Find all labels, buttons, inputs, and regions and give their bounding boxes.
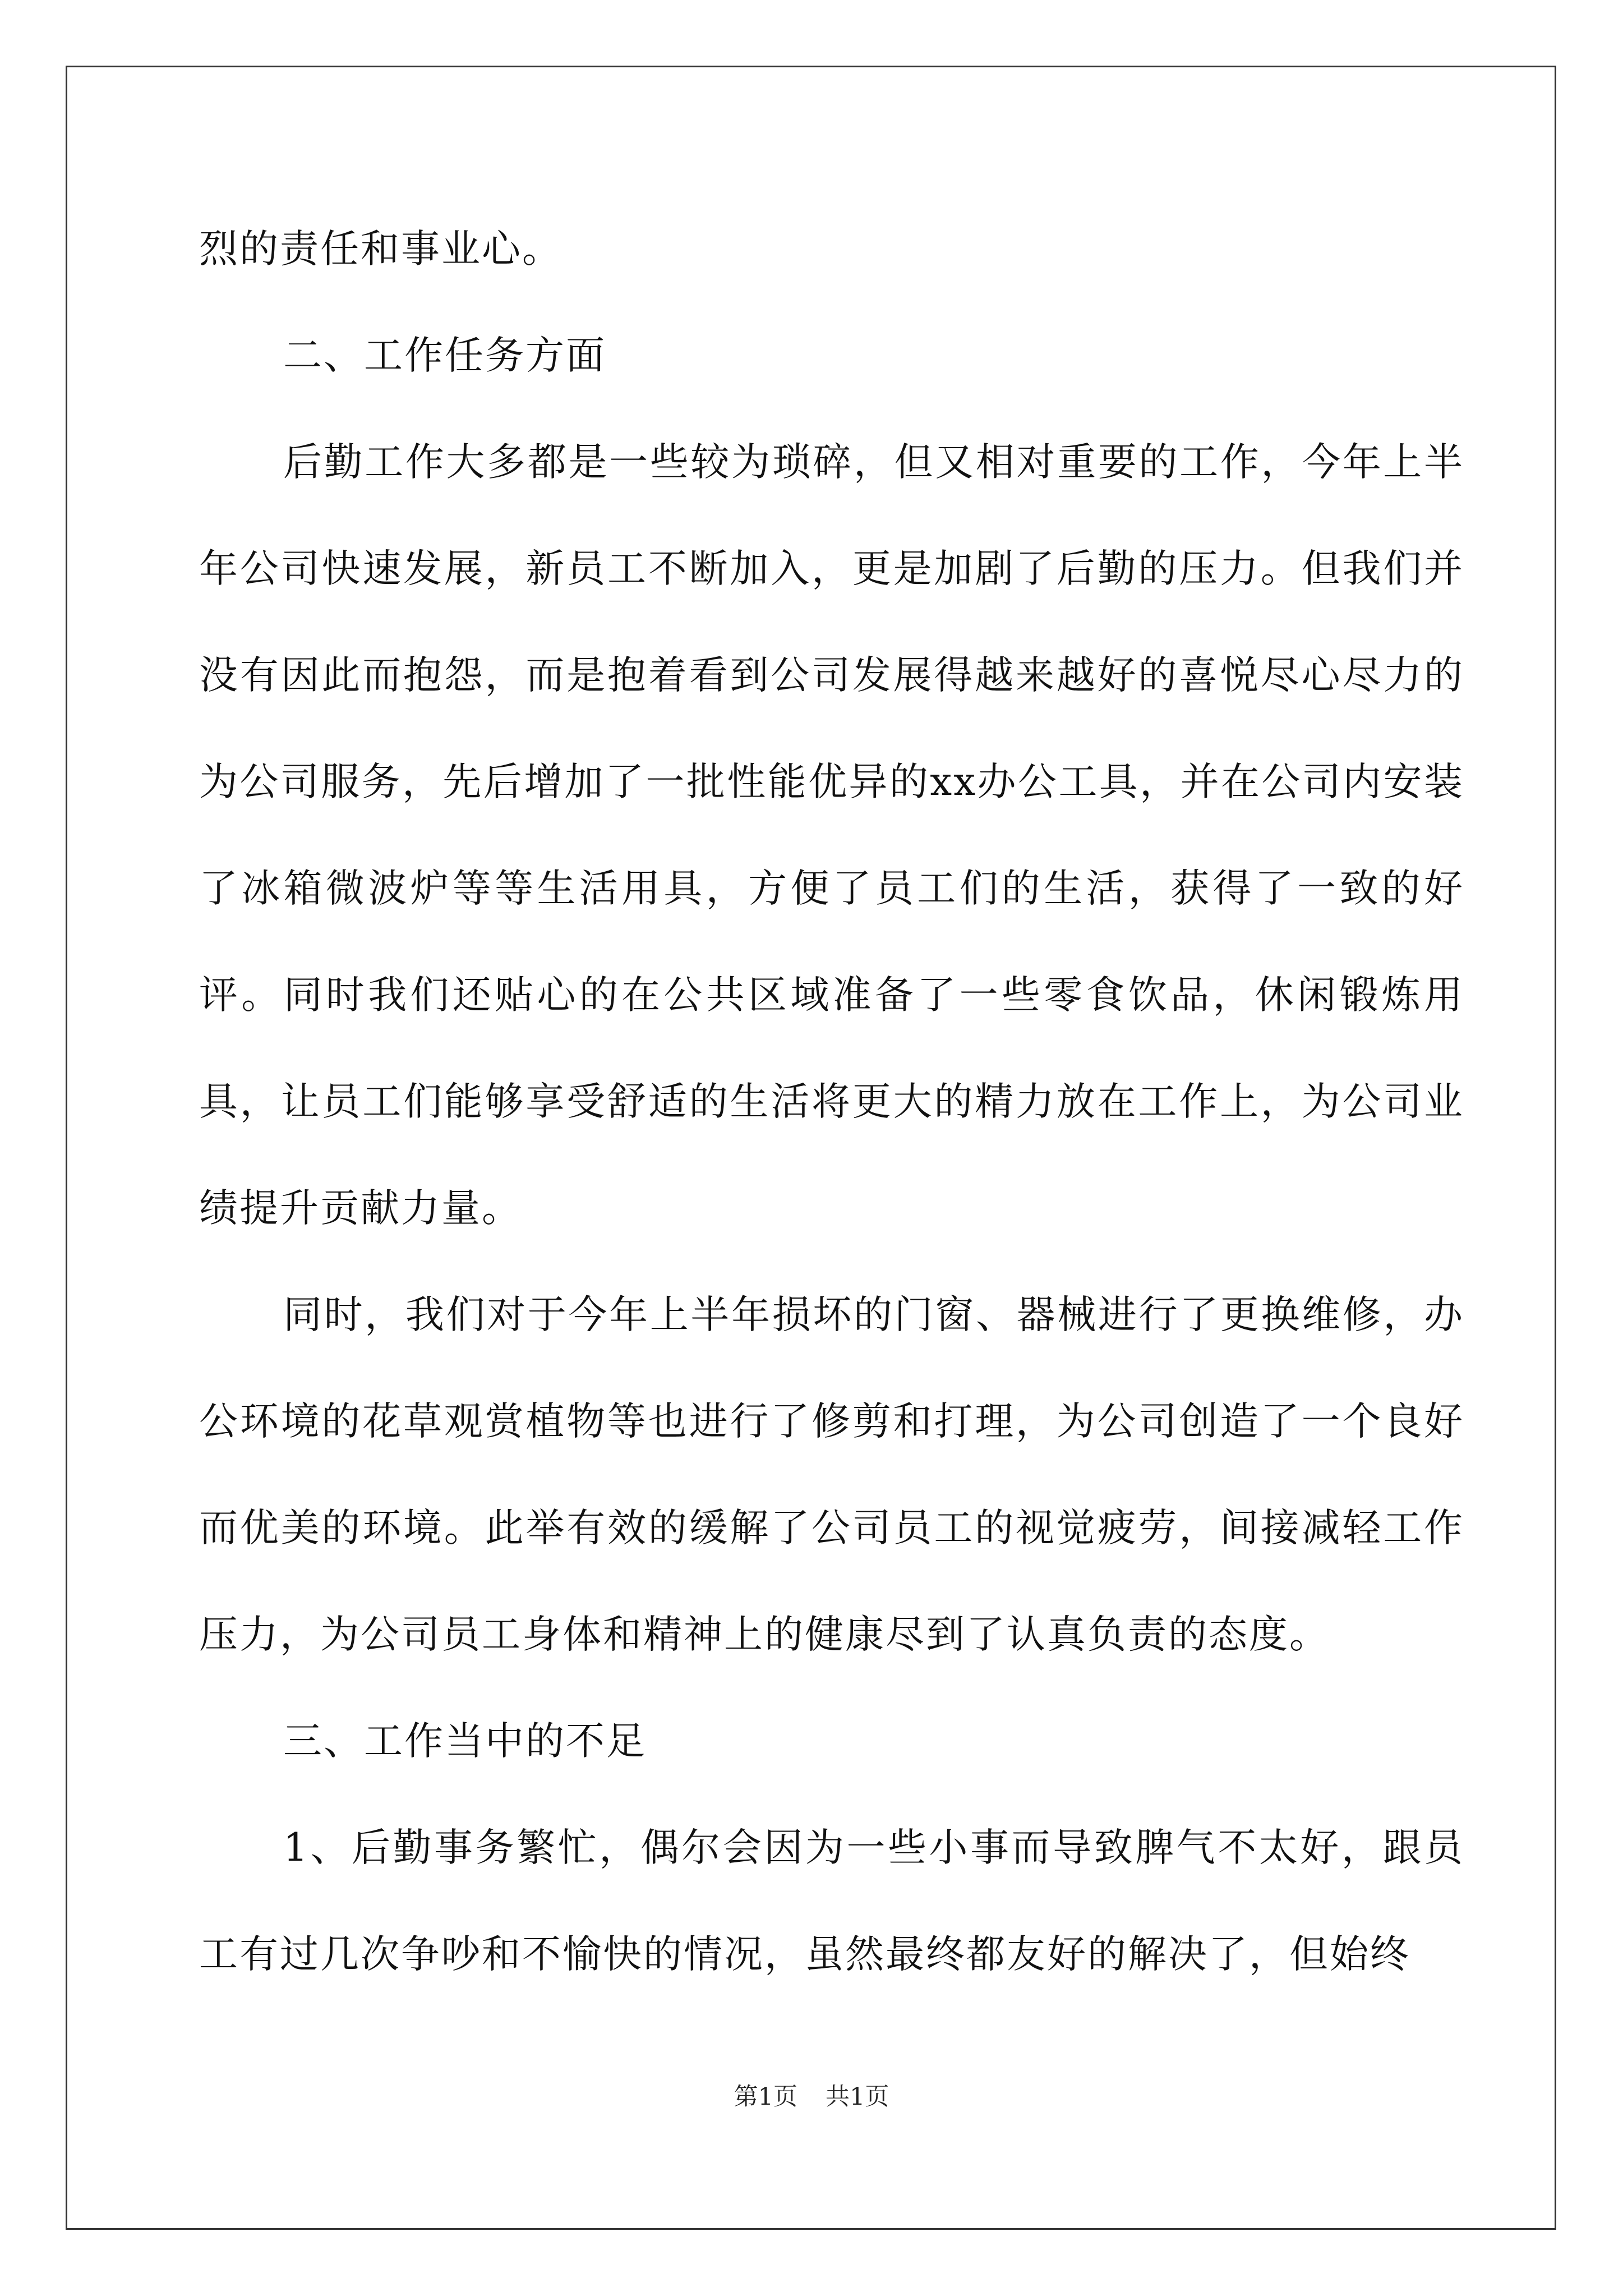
document-body xyxy=(199,196,1464,2008)
paragraph-shortcoming-1: 1、后勤事务繁忙，偶尔会因为一些小事而导致脾气不太好，跟员工有过几次争吵和不愉快的情况，虽然最终都友好的解决了，但始终 xyxy=(199,1825,1464,1977)
page-footer xyxy=(0,2080,1623,2114)
section-heading-work-tasks: 二、工作任务方面 xyxy=(283,333,606,378)
section-heading-shortcomings: 三、工作当中的不足 xyxy=(283,1719,647,1764)
paragraph-continuation: 烈的责任和事业心。 xyxy=(199,227,562,272)
page-total: 共1页 xyxy=(826,2083,889,2111)
paragraph-repairs: 同时，我们对于今年上半年损坏的门窗、器械进行了更换维修，办公环境的花草观赏植物等也进行了修剪和打理，为公司创造了一个良好而优美的环境。此举有效的缓解了公司员工的视觉疲劳，间接减轻工作压力，为公司员工身体和精神上的健康尽到了认真负责的态度。 xyxy=(199,1292,1464,1657)
paragraph-logistics-work: 后勤工作大多都是一些较为琐碎，但又相对重要的工作，今年上半年公司快速发展，新员工不断加入，更是加剧了后勤的压力。但我们并没有因此而抱怨，而是抱着看到公司发展得越来越好的喜悦尽心尽力的为公司服务，先后增加了一批性能优异的xx办公工具，并在公司内安装了冰箱微波炉等等生活用具，方便了员工们的生活，获得了一致的好评。同时我们还贴心的在公共区域准备了一些零食饮品，休闲锻炼用具，让员工们能够享受舒适的生活将更大的精力放在工作上，为公司业绩提升贡献力量。 xyxy=(199,440,1464,1231)
page-number: 第1页 xyxy=(734,2083,797,2111)
